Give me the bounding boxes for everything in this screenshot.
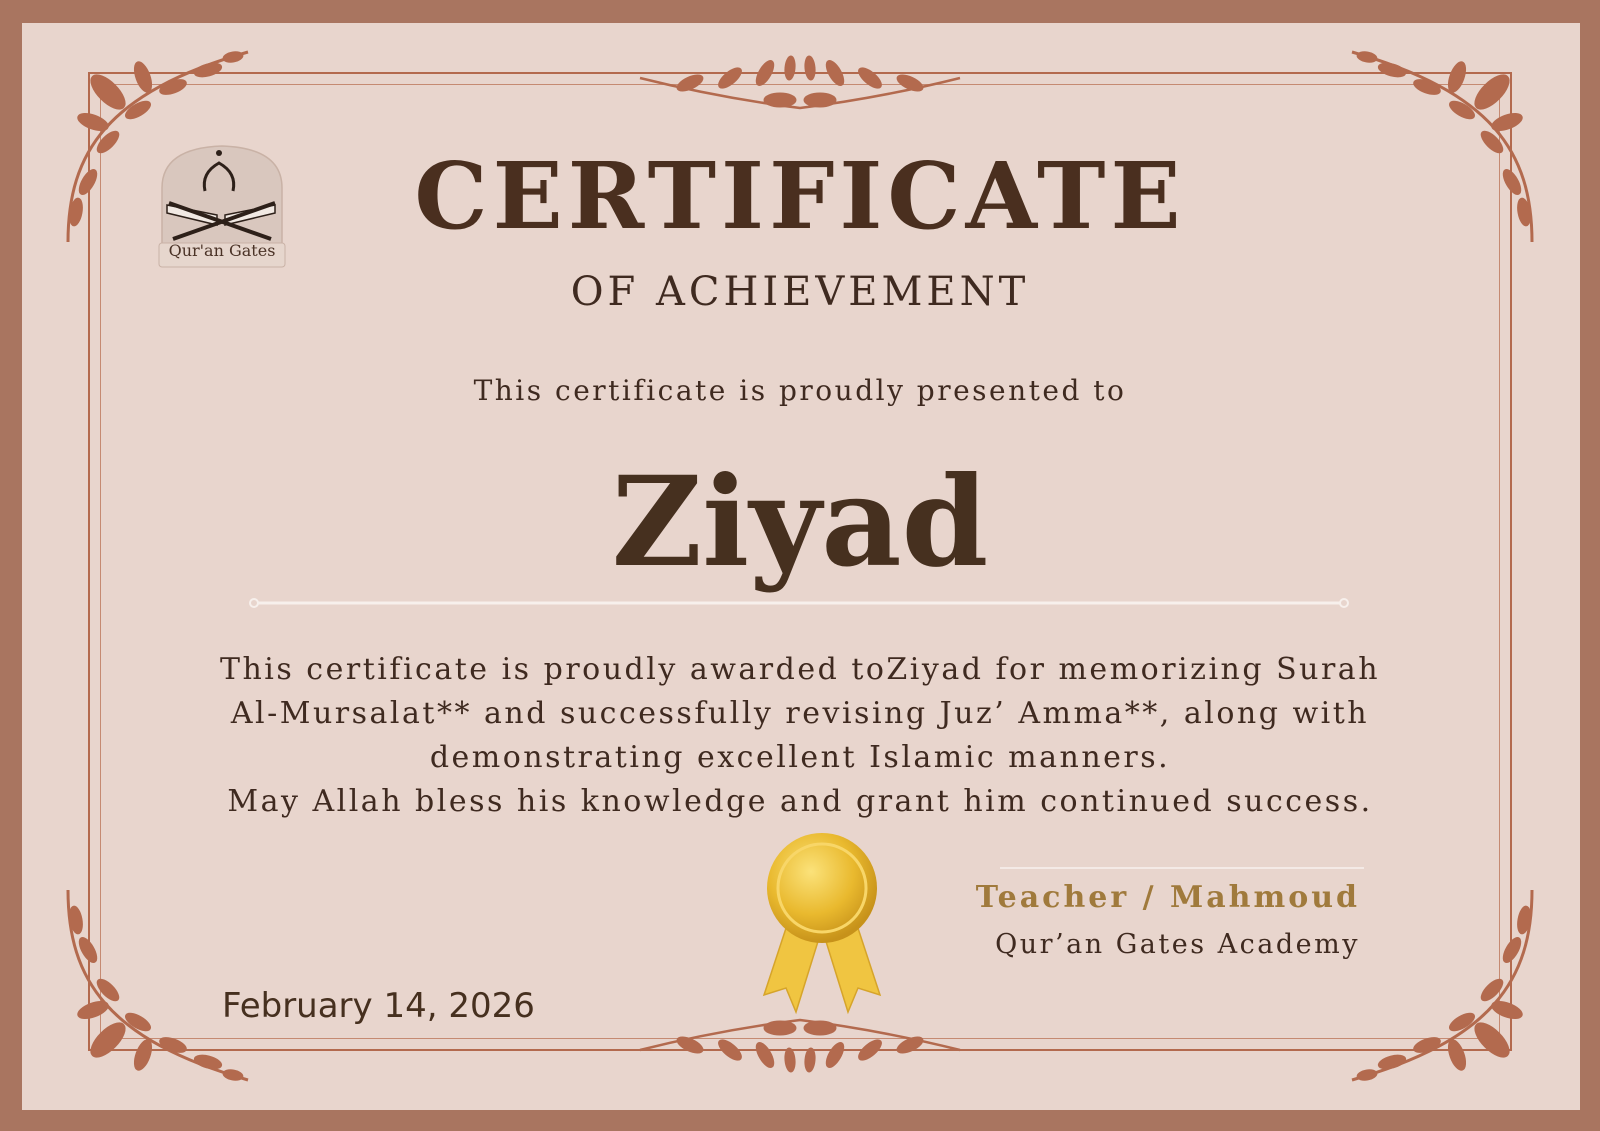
body-line: This certificate is proudly awarded toZiyad for memorizing Surah: [219, 652, 1381, 687]
body-line: demonstrating excellent Islamic manners.: [429, 740, 1171, 775]
recipient-name: Ziyad: [611, 450, 989, 595]
floral-corner-bottom-left-icon: [48, 870, 278, 1100]
floral-corner-top-right-icon: [1322, 32, 1552, 262]
certificate-body: [150, 648, 1450, 824]
body-line: May Allah bless his knowledge and grant him continued success.: [227, 784, 1373, 819]
presented-line: This certificate is proudly presented to: [473, 374, 1127, 407]
signature-organization: Qur’an Gates Academy: [995, 929, 1360, 960]
qurans-gates-logo: [157, 143, 287, 268]
floral-bottom-center-icon: [630, 1010, 970, 1090]
certificate-subtitle: OF ACHIEVEMENT: [570, 269, 1030, 315]
body-line: Al-Mursalat** and successfully revising Juz’ Amma**, along with: [230, 696, 1370, 731]
signature-title: Teacher / Mahmoud: [975, 880, 1360, 915]
signature-line: [1000, 867, 1364, 869]
certificate-title: CERTIFICATE: [414, 142, 1186, 250]
floral-top-center-icon: [630, 38, 970, 118]
logo-text: Qur'an Gates: [168, 241, 276, 260]
certificate-date: February 14, 2026: [222, 986, 535, 1026]
name-underline: [248, 597, 1350, 609]
gold-ribbon-seal-icon: [752, 830, 892, 1020]
